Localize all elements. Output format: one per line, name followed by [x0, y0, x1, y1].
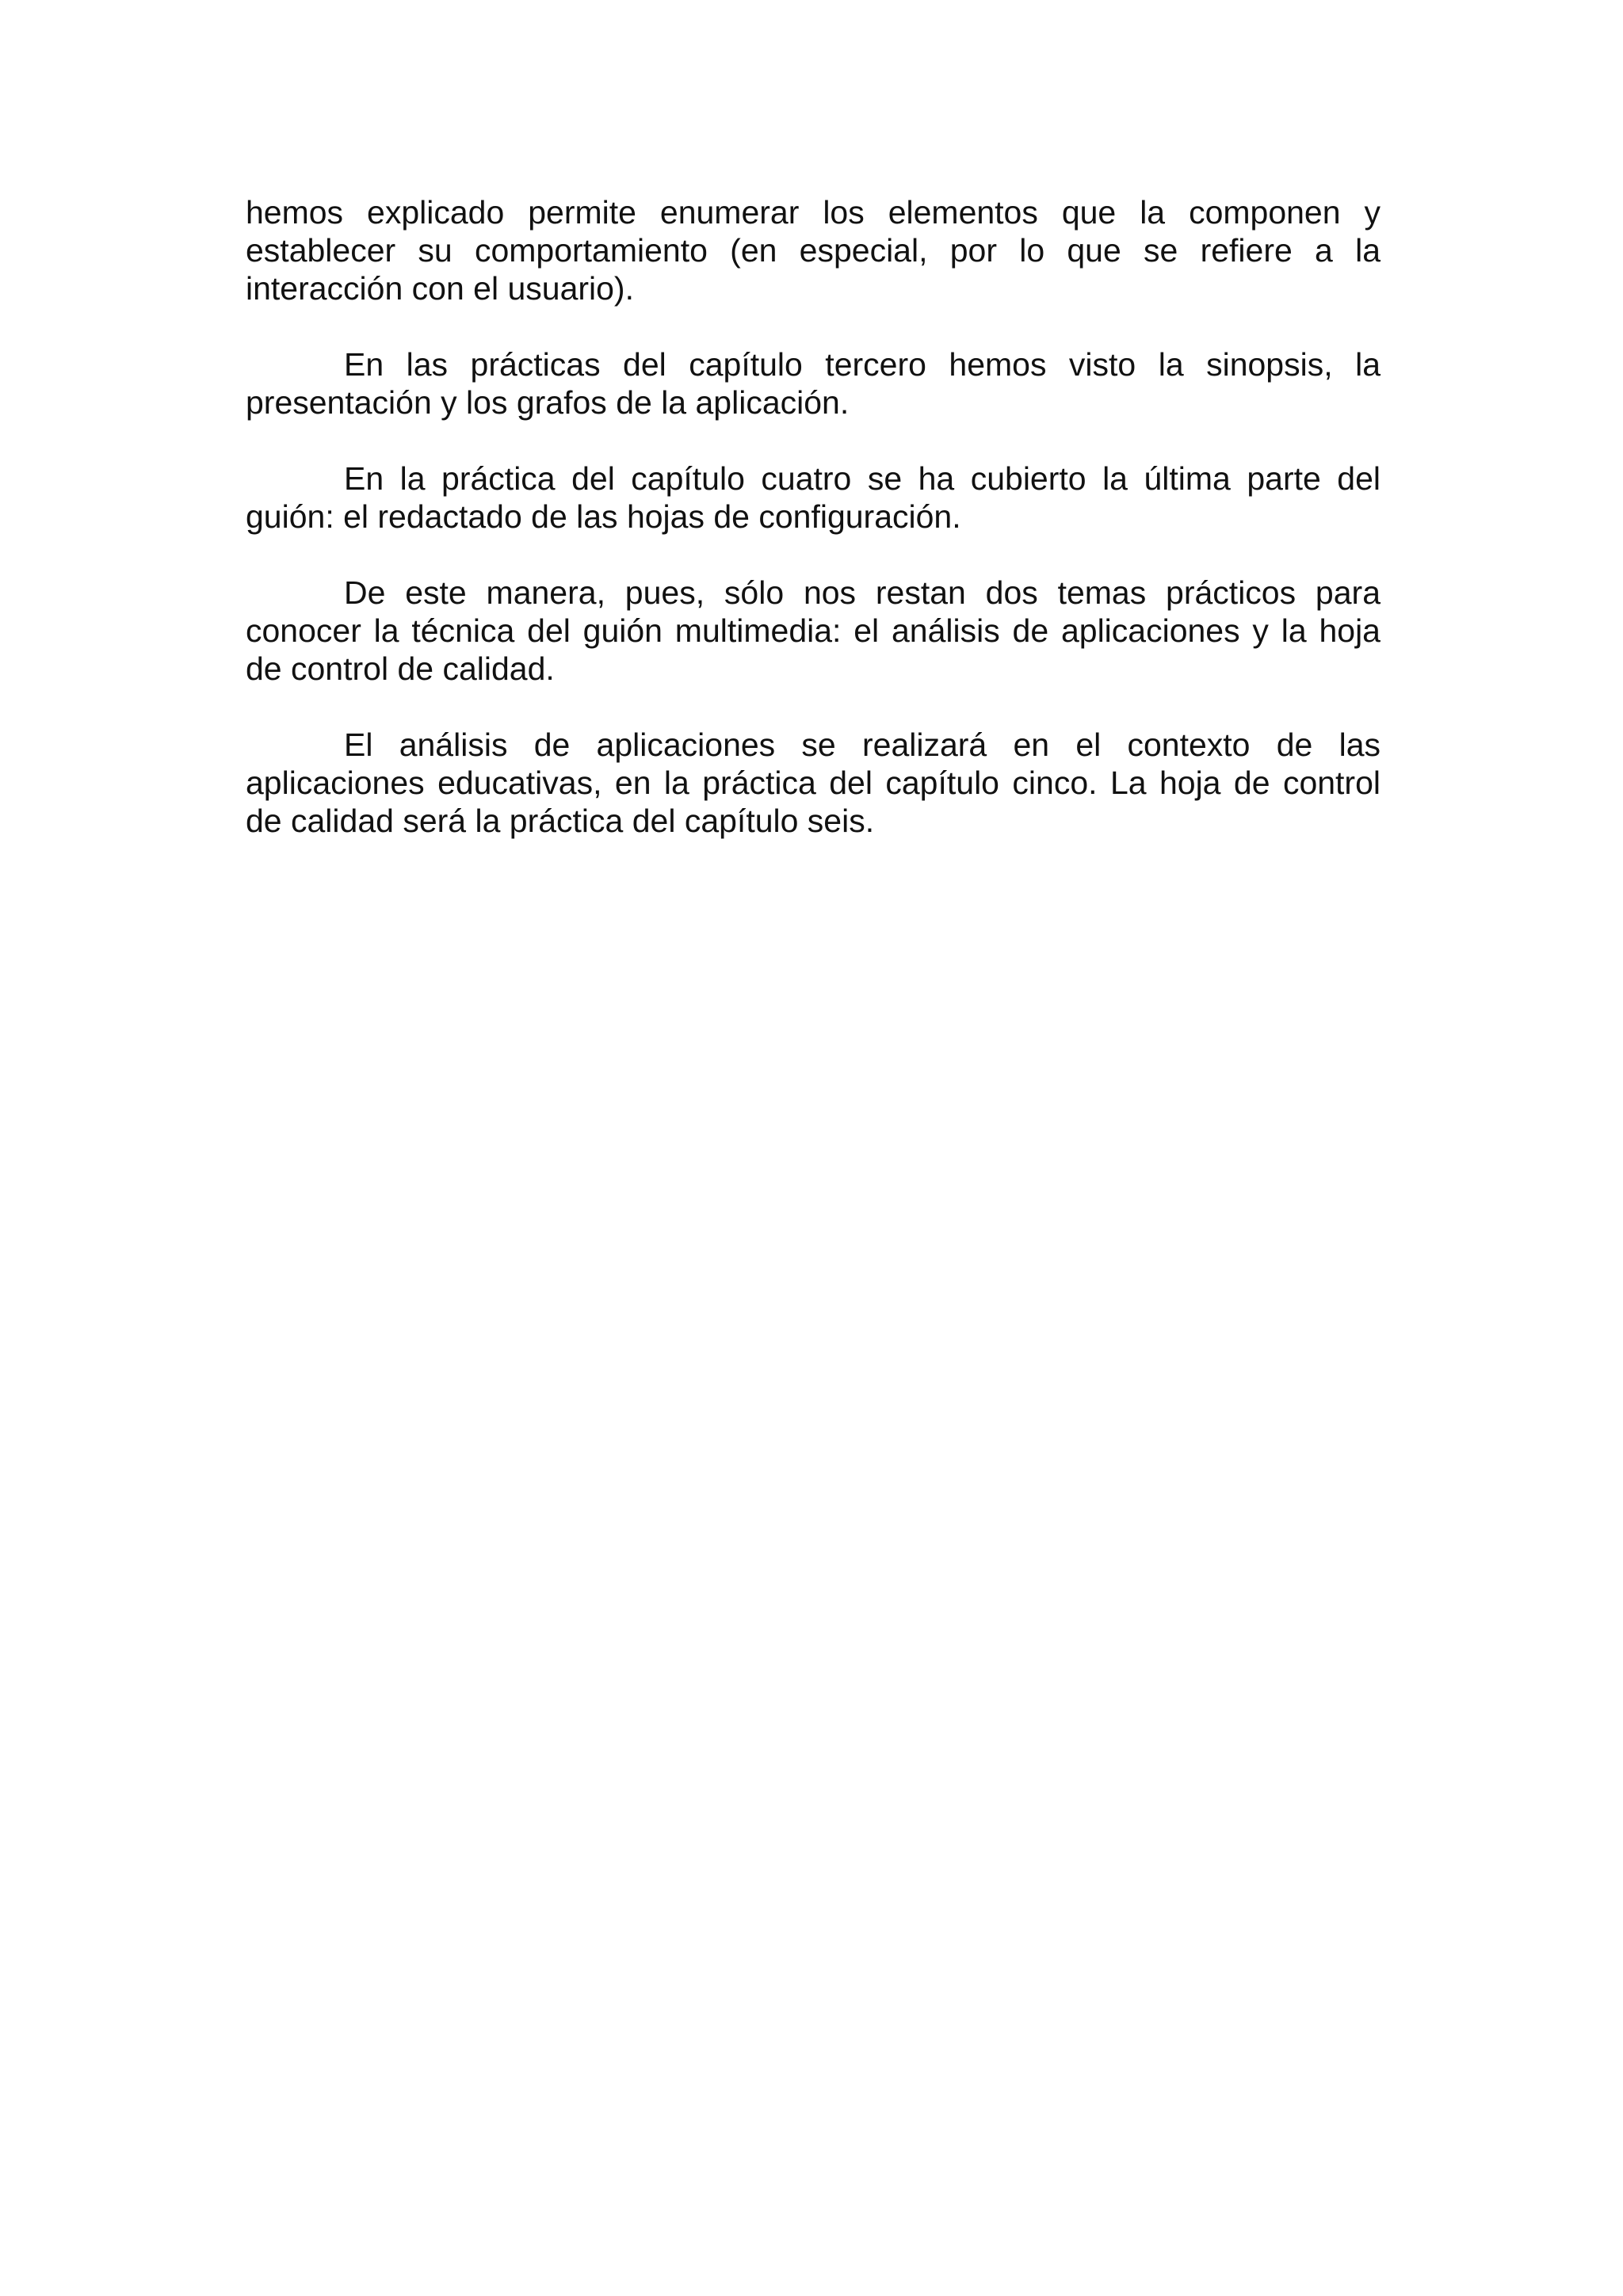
paragraph-practicas-capitulo-tercero: En las prácticas del capítulo tercero hemos visto la sinopsis, la presentación y los grafos de la aplicación. — [246, 346, 1381, 421]
paragraph-continuation: hemos explicado permite enumerar los elementos que la componen y establecer su comportamiento (en especial, por lo que se refiere a la interacción con el usuario). — [246, 194, 1381, 307]
text-body — [246, 193, 1381, 878]
paragraph-temas-practicos: De este manera, pues, sólo nos restan dos temas prácticos para conocer la técnica del guión multimedia: el análisis de aplicaciones y la hoja de control de calidad. — [246, 574, 1381, 687]
paragraph-analisis-aplicaciones: El análisis de aplicaciones se realizará en el contexto de las aplicaciones educativas, en la práctica del capítulo cinco. La hoja de control de calidad será la práctica del capítulo seis. — [246, 727, 1381, 839]
paragraph-practica-capitulo-cuatro: En la práctica del capítulo cuatro se ha cubierto la última parte del guión: el redactado de las hojas de configuración. — [246, 460, 1381, 535]
